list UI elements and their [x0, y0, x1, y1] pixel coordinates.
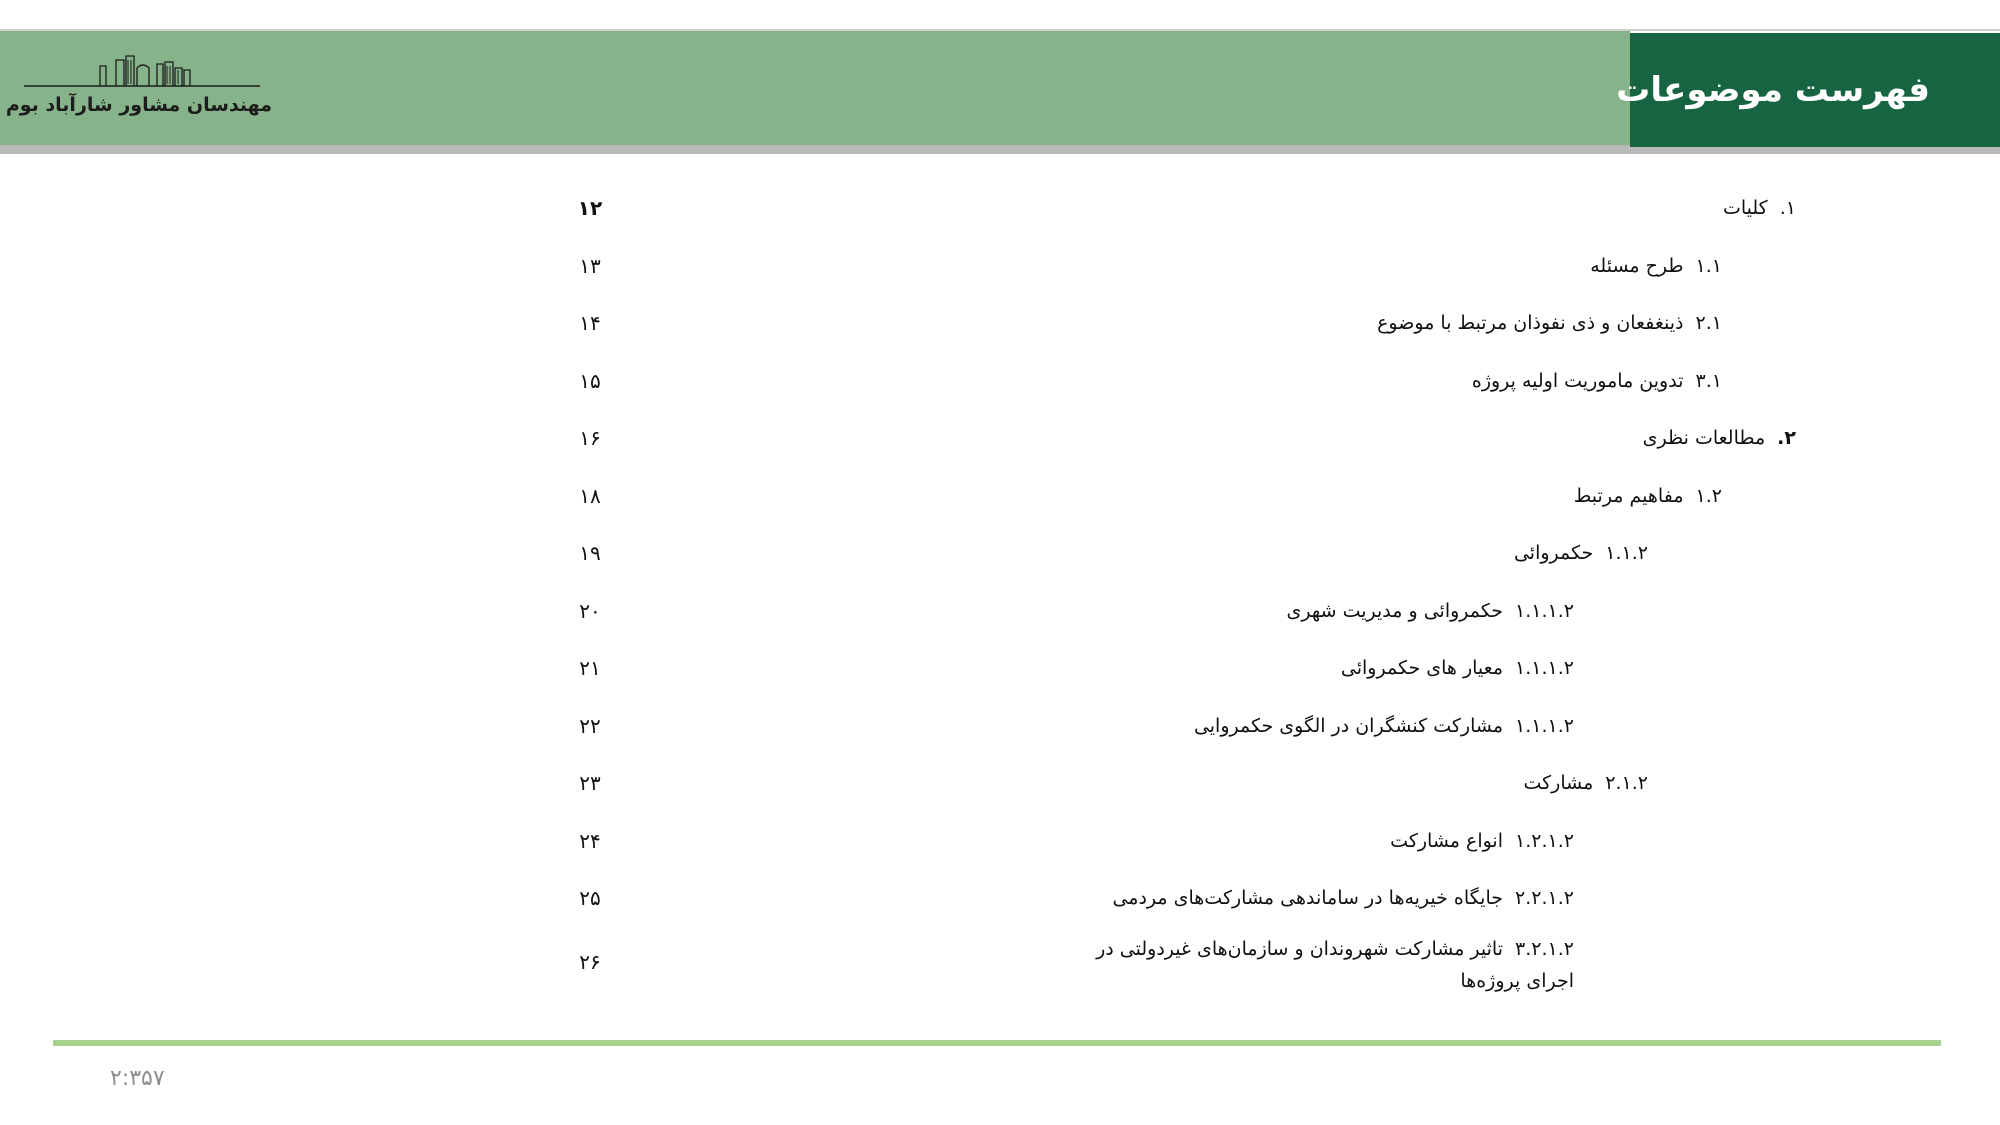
toc-entry-number: ۲.۱.۲ — [1605, 772, 1648, 794]
toc-entry[interactable] — [0, 883, 2000, 923]
toc-entry-number: ۱.۱.۱.۲ — [1515, 714, 1574, 737]
toc-entry-number: ۳.۱ — [1695, 369, 1722, 392]
toc-entry-number: ۱.۲ — [1695, 484, 1722, 507]
toc-entry-text: انواع مشارکت — [1390, 829, 1503, 852]
toc-entry[interactable] — [0, 366, 2000, 406]
toc-entry-title — [1341, 653, 1574, 683]
toc-entry-text: جایگاه خیریه‌ها در ساماندهی مشارکت‌های مردمی — [1112, 887, 1503, 909]
toc-entry-text: حکمروائی و مدیریت شهری — [1286, 599, 1503, 622]
toc-entry-title — [1390, 826, 1574, 856]
toc-entry[interactable] — [0, 423, 2000, 463]
toc-entry-page: ۲۳ — [579, 771, 601, 795]
toc-entry-page: ۲۴ — [579, 828, 601, 853]
toc-entry-number: ۱.۱.۲ — [1605, 542, 1648, 564]
toc-entry-title — [1723, 193, 1796, 223]
toc-entry-title — [1523, 768, 1648, 798]
toc-entry-text: تدوین ماموریت اولیه پروژه — [1471, 369, 1684, 392]
toc-entry[interactable] — [0, 596, 2000, 636]
footer-rule — [53, 1040, 1941, 1046]
toc-entry-number: ۲.۲.۱.۲ — [1515, 887, 1574, 909]
toc-entry-title — [1054, 933, 1574, 997]
toc-entry-page: ۲۲ — [579, 713, 601, 738]
toc-entry[interactable] — [0, 826, 2000, 866]
toc-entry-page: ۱۸ — [579, 483, 601, 508]
toc-entry-text: تاثیر مشارکت شهروندان و سازمان‌های غیردولتی در اجرای پروژه‌ها — [1096, 937, 1574, 992]
toc-entry-page: ۱۲ — [577, 196, 603, 220]
toc-entry-text: ذینغفعان و ذی نفوذان مرتبط با موضوع — [1377, 312, 1684, 334]
toc-entry-number: ۳.۲.۱.۲ — [1515, 937, 1574, 960]
toc-entry-number: ۱.۱ — [1695, 254, 1722, 277]
toc-entry[interactable] — [0, 937, 2000, 992]
page-title: فهرست موضوعات — [1616, 70, 1930, 110]
toc-entry-text: معیار های حکمروائی — [1340, 657, 1503, 679]
toc-entry-number: ۱. — [1779, 197, 1796, 219]
toc-entry-text: مطالعات نظری — [1642, 427, 1766, 449]
toc-entry-page: ۲۰ — [579, 598, 601, 623]
toc-entry-page: ۱۴ — [579, 311, 601, 335]
toc-entry[interactable] — [0, 481, 2000, 521]
toc-entry-page: ۱۳ — [579, 253, 601, 278]
toc-entry-title — [1643, 423, 1796, 453]
toc-entry[interactable] — [0, 251, 2000, 291]
toc-entry-page: ۲۱ — [579, 656, 601, 680]
toc-entry[interactable] — [0, 768, 2000, 808]
toc-entry-number: ۲.۱ — [1695, 312, 1722, 334]
toc-entry-title — [1574, 481, 1722, 511]
toc-entry-title — [1194, 711, 1574, 741]
toc-entry[interactable] — [0, 653, 2000, 693]
toc-entry-number: ۱.۲.۱.۲ — [1515, 829, 1574, 852]
toc-entry-number: ۱.۱.۱.۲ — [1515, 599, 1574, 622]
toc-entry-title — [1377, 308, 1722, 338]
toc-entry[interactable] — [0, 193, 2000, 233]
logo-text: مهندسان مشاور شارآباد بوم — [5, 94, 272, 116]
toc-entry-number: ۱.۱.۱.۲ — [1515, 657, 1574, 679]
toc-entry-text: مفاهیم مرتبط — [1573, 484, 1684, 507]
toc-entry-title — [1112, 883, 1574, 913]
toc-entry-text: مشارکت کنشگران در الگوی حکمروایی — [1193, 714, 1503, 737]
toc-entry[interactable] — [0, 711, 2000, 751]
toc-entry-page: ۱۹ — [579, 541, 601, 565]
toc-entry-text: حکمروائی — [1513, 542, 1594, 564]
toc-entry-text: کلیات — [1722, 197, 1768, 219]
toc-entry-text: مشارکت — [1523, 772, 1594, 794]
slide-number: ۲:۳۵۷ — [110, 1066, 165, 1091]
toc-entry-title — [1287, 596, 1574, 626]
toc-entry[interactable] — [0, 538, 2000, 578]
toc-entry-text: طرح مسئله — [1590, 254, 1684, 277]
toc-entry-number: ۲. — [1777, 427, 1796, 449]
toc-entry-title — [1472, 366, 1722, 396]
toc-entry-title — [1514, 538, 1648, 568]
toc-entry-page: ۲۵ — [579, 886, 601, 910]
toc-entry[interactable] — [0, 308, 2000, 348]
toc-entry-title — [1590, 251, 1722, 281]
toc-entry-page: ۱۶ — [579, 426, 601, 450]
toc-entry-page: ۲۶ — [579, 949, 601, 974]
toc-entry-page: ۱۵ — [579, 368, 601, 393]
